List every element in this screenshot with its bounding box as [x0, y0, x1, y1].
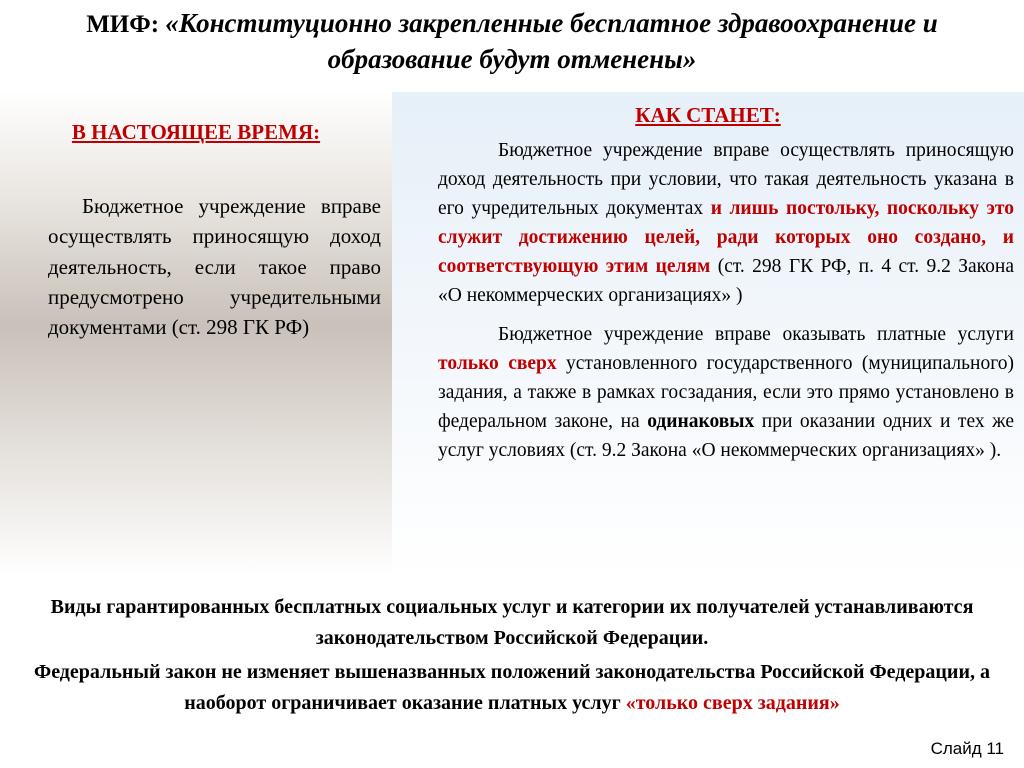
right-paragraph-2	[438, 320, 1014, 465]
right-text	[438, 136, 1014, 465]
left-text	[48, 191, 381, 342]
right-p2-text-b: установленного государственного (муниципального) задания, а также в рамках госзадания, если это прямо установлено в федеральном законе, на	[438, 353, 1014, 432]
right-p2-bold: одинаковых	[647, 411, 755, 432]
bottom-p2-highlight: «только сверх задания»	[625, 692, 840, 714]
right-heading-text: КАК СТАНЕТ:	[635, 103, 781, 127]
left-heading	[0, 118, 392, 146]
right-paragraph-1	[438, 136, 1014, 310]
right-p2-text-c: при оказании одних и тех же услуг условиях (ст. 9.2 Закона «О некоммерческих организациях» ).	[438, 411, 1014, 461]
right-p2-highlight: только сверх	[438, 353, 557, 374]
right-heading	[392, 101, 1024, 129]
bottom-text	[6, 592, 1018, 719]
myth-quote: «Конституционно закрепленные бесплатное здравоохранение и образование будут отменены»	[165, 8, 938, 74]
bottom-p2-text: Федеральный закон не изменяет вышеназванных положений законодательства Российской Федерации, а наоборот ограничивает оказание платных услуг	[34, 661, 990, 714]
myth-label: МИФ:	[86, 11, 166, 38]
right-p2-text-a: Бюджетное учреждение вправе оказывать платные услуги	[498, 324, 1014, 345]
left-heading-text: В НАСТОЯЩЕЕ ВРЕМЯ:	[71, 120, 321, 144]
slide-number: Слайд 11	[930, 739, 1004, 758]
slide-title	[40, 6, 984, 77]
bottom-paragraph-2	[6, 657, 1018, 719]
right-p1-text-a: Бюджетное учреждение вправе осуществлять приносящую доход деятельность при условии, что такая деятельность указана в его учредительных документах	[438, 140, 1014, 219]
right-p1-text-b: (ст. 298 ГК РФ, п. 4 ст. 9.2 Закона «О некоммерческих организациях» )	[438, 256, 1014, 306]
left-paragraph: Бюджетное учреждение вправе осуществлять приносящую доход деятельность, если такое право предусмотрено учредительными документами (ст. 298 ГК РФ)	[48, 194, 381, 340]
bottom-paragraph-1: Виды гарантированных бесплатных социальных услуг и категории их получателей устанавливаются законодательством Российской Федерации.	[50, 596, 974, 649]
right-p1-highlight: и лишь постольку, поскольку это служит достижению целей, ради которых оно создано, и соответствующую этим целям	[438, 198, 1014, 277]
